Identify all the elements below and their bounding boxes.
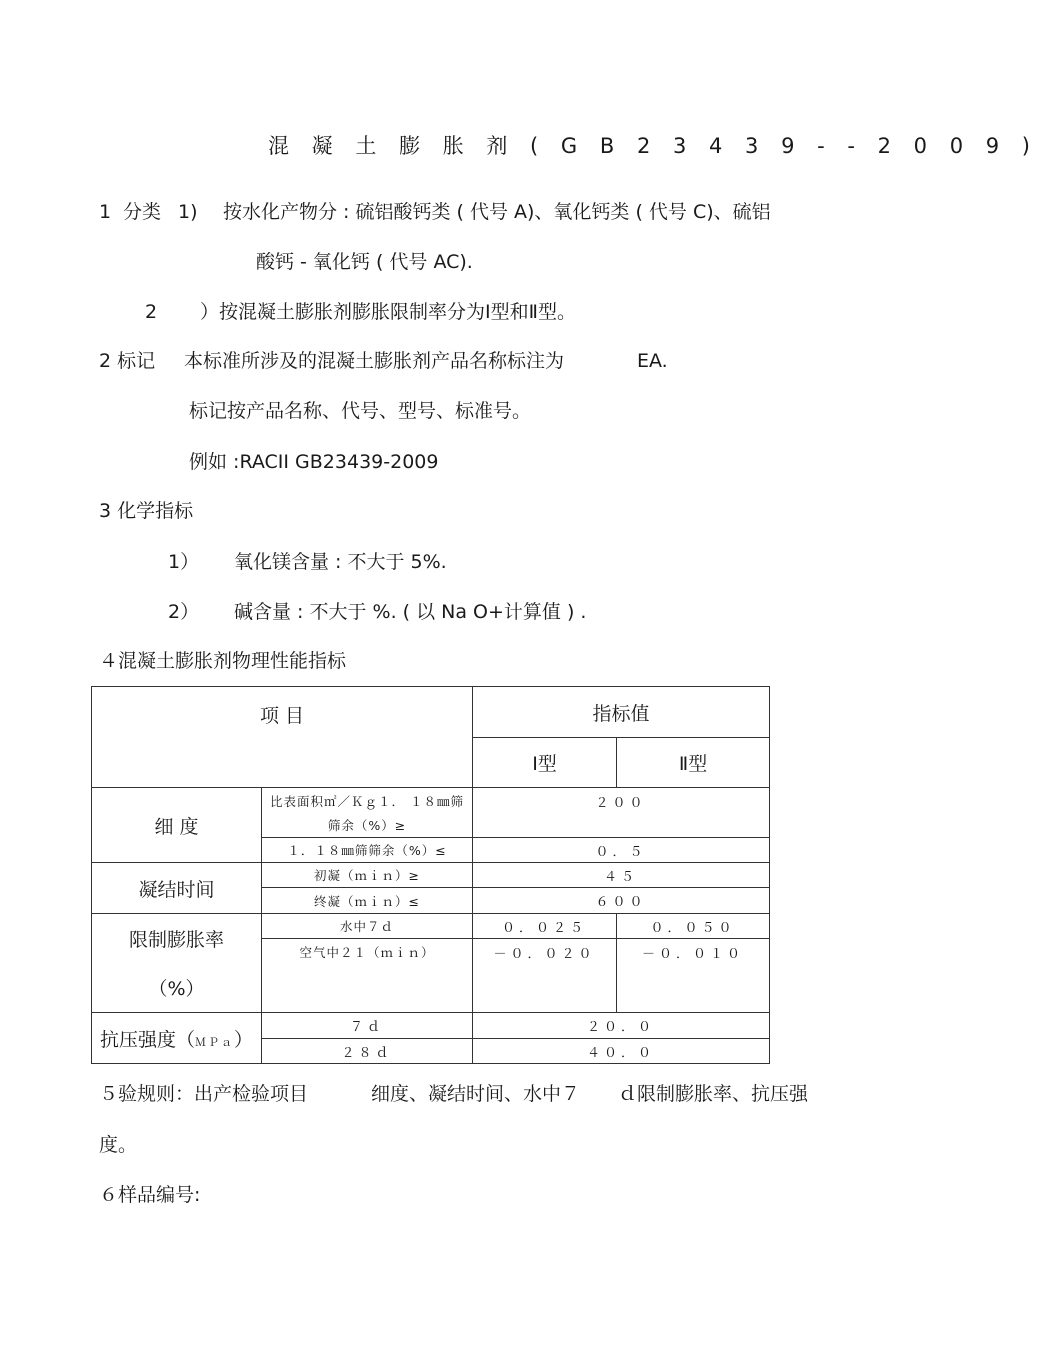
- section-3-item-1-text: 氧化镁含量 : 不大于 5%.: [234, 551, 447, 573]
- setting-row-2-desc: 终凝（ｍｉｎ）≤: [262, 888, 473, 914]
- restrained-row-1-type-1: ０．０２５: [473, 914, 617, 939]
- physical-performance-table: [91, 686, 770, 1064]
- section-2-line-1: 本标准所涉及的混凝土膨胀剂产品名称标注为: [184, 350, 565, 372]
- section-1-label: 分类: [123, 201, 162, 223]
- section-1-item-1-line-2: 酸钙 - 氧化钙 ( 代号 AC).: [256, 251, 473, 273]
- strength-row-2-value: ４０．０: [473, 1039, 770, 1064]
- fineness-row-2-value: ０．５: [473, 838, 770, 863]
- restrained-row-1-desc: 水中７ｄ: [262, 914, 473, 939]
- restrained-expansion-label-line-2: （%）: [148, 978, 205, 1000]
- setting-row-1-value: ４５: [473, 863, 770, 888]
- section-3-item-2-number: 2）: [168, 601, 200, 623]
- section-3-item-2-text: 碱含量 : 不大于 %. ( 以 Na O+计算值 ) .: [234, 601, 587, 623]
- restrained-expansion-label: [92, 914, 262, 1013]
- section-2-heading: 2 标记: [99, 350, 156, 372]
- header-item: 项 目: [92, 687, 473, 788]
- restrained-row-2-type-1: －０．０２０: [473, 939, 617, 1013]
- setting-time-label: 凝结时间: [92, 863, 262, 914]
- section-5-line-1-part-2: 细度、凝结时间、水中７: [371, 1083, 581, 1105]
- fineness-row-1-desc-line-1: 比表面积㎡／Ｋｇ１． １８㎜筛: [270, 794, 464, 809]
- section-1-number: 1: [99, 201, 112, 223]
- section-5-line-1-part-3: ｄ限制膨胀率、抗压强: [618, 1083, 809, 1105]
- section-1-item-1-number: 1): [178, 201, 198, 223]
- setting-row-2-value: ６００: [473, 888, 770, 914]
- section-5-line-1-part-1: ５验规则：出产检验项目: [99, 1083, 309, 1105]
- compressive-strength-close: ）: [234, 1028, 254, 1051]
- section-2-line-1-code: EA.: [637, 350, 668, 372]
- restrained-row-1-type-2: ０．０５０: [617, 914, 770, 939]
- section-1-item-1-line-1: 按水化产物分 : 硫铝酸钙类 ( 代号 A)、氧化钙类 ( 代号 C)、硫铝: [223, 201, 771, 223]
- header-type-1: Ⅰ型: [473, 738, 617, 788]
- setting-row-1-desc: 初凝（ｍｉｎ）≥: [262, 863, 473, 888]
- header-type-2: Ⅱ型: [617, 738, 770, 788]
- section-6-heading: ６样品编号:: [99, 1184, 201, 1206]
- section-1-item-2-number: 2: [145, 301, 158, 323]
- compressive-strength-unit: ＭＰａ: [195, 1035, 234, 1049]
- restrained-row-2-desc: 空气中２１（ｍｉｎ）: [262, 939, 473, 1013]
- restrained-row-2-type-2: －０．０１０: [617, 939, 770, 1013]
- fineness-row-1-desc-line-2: 筛余（%）≥: [327, 818, 407, 833]
- fineness-row-1-value: ２００: [473, 788, 770, 838]
- fineness-row-1-desc: [262, 788, 473, 838]
- section-2-line-2: 标记按产品名称、代号、型号、标准号。: [189, 400, 532, 422]
- section-2-example: 例如 :RACII GB23439-2009: [189, 451, 439, 473]
- fineness-label: 细 度: [92, 788, 262, 863]
- section-5-line-2: 度。: [99, 1134, 138, 1156]
- section-4-heading: ４混凝土膨胀剂物理性能指标: [99, 650, 347, 672]
- fineness-row-2-desc: １．１８㎜筛筛余（%）≤: [262, 838, 473, 863]
- strength-row-1-value: ２０．０: [473, 1013, 770, 1039]
- header-index-value: 指标值: [473, 687, 770, 738]
- document-title: 混 凝 土 膨 胀 剂 ( G B 2 3 4 3 9 - - 2 0 0 9 ): [268, 134, 1038, 158]
- section-3-heading: 3 化学指标: [99, 500, 194, 522]
- restrained-expansion-label-line-1: 限制膨胀率: [128, 929, 224, 951]
- strength-row-1-desc: ７ｄ: [262, 1013, 473, 1039]
- section-3-item-1-number: 1）: [168, 551, 200, 573]
- compressive-strength-text: 抗压强度（: [99, 1028, 195, 1051]
- section-1-item-2-text: ）按混凝土膨胀剂膨胀限制率分为Ⅰ型和Ⅱ型。: [200, 301, 576, 323]
- strength-row-2-desc: ２８ｄ: [262, 1039, 473, 1064]
- compressive-strength-label: [92, 1013, 262, 1064]
